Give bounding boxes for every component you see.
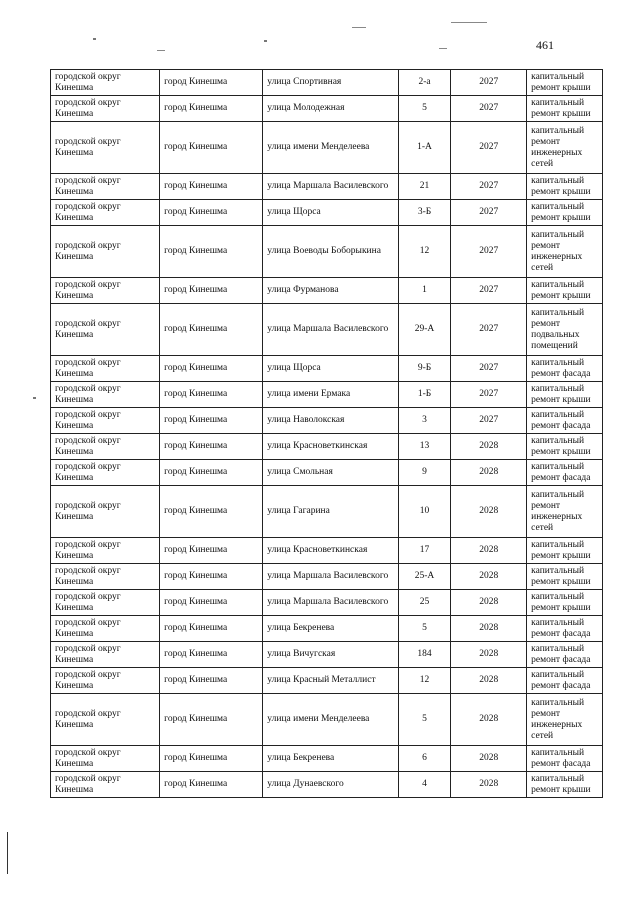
cell-year: 2027 [451, 174, 527, 200]
cell-year: 2028 [451, 772, 527, 798]
cell-settlement: город Кинешма [160, 668, 263, 694]
cell-work-type: капитальный ремонт фасада [527, 642, 603, 668]
cell-municipality: городской округ Кинешма [51, 200, 160, 226]
table-row [51, 486, 603, 538]
cell-house-number: 12 [398, 226, 451, 278]
cell-municipality: городской округ Кинешма [51, 460, 160, 486]
cell-street: улица Фурманова [263, 278, 398, 304]
cell-municipality: городской округ Кинешма [51, 226, 160, 278]
cell-year: 2028 [451, 538, 527, 564]
cell-municipality: городской округ Кинешма [51, 174, 160, 200]
cell-municipality: городской округ Кинешма [51, 278, 160, 304]
cell-street: улица Красноветкинская [263, 434, 398, 460]
cell-year: 2028 [451, 434, 527, 460]
cell-year: 2027 [451, 70, 527, 96]
cell-house-number: 1 [398, 278, 451, 304]
cell-house-number: 5 [398, 616, 451, 642]
cell-year: 2027 [451, 96, 527, 122]
cell-year: 2027 [451, 408, 527, 434]
cell-street: улица Красноветкинская [263, 538, 398, 564]
cell-house-number: 10 [398, 486, 451, 538]
cell-house-number: 25 [398, 590, 451, 616]
cell-settlement: город Кинешма [160, 226, 263, 278]
cell-street: улица Красный Металлист [263, 668, 398, 694]
table-row [51, 304, 603, 356]
cell-work-type: капитальный ремонт инженерных сетей [527, 226, 603, 278]
cell-year: 2028 [451, 616, 527, 642]
cell-work-type: капитальный ремонт крыши [527, 96, 603, 122]
cell-year: 2028 [451, 564, 527, 590]
cell-settlement: город Кинешма [160, 382, 263, 408]
cell-year: 2027 [451, 278, 527, 304]
table-row [51, 694, 603, 746]
cell-house-number: 1-А [398, 122, 451, 174]
cell-municipality: городской округ Кинешма [51, 356, 160, 382]
cell-street: улица Бекренева [263, 746, 398, 772]
cell-settlement: город Кинешма [160, 486, 263, 538]
cell-street: улица Вичугская [263, 642, 398, 668]
table-row [51, 642, 603, 668]
cell-municipality: городской округ Кинешма [51, 434, 160, 460]
cell-municipality: городской округ Кинешма [51, 408, 160, 434]
cell-year: 2028 [451, 642, 527, 668]
cell-year: 2027 [451, 122, 527, 174]
cell-year: 2028 [451, 486, 527, 538]
table-row [51, 122, 603, 174]
cell-work-type: капитальный ремонт фасада [527, 408, 603, 434]
cell-settlement: город Кинешма [160, 772, 263, 798]
cell-settlement: город Кинешма [160, 278, 263, 304]
cell-year: 2027 [451, 304, 527, 356]
cell-year: 2027 [451, 356, 527, 382]
cell-settlement: город Кинешма [160, 564, 263, 590]
repair-schedule-table [50, 69, 603, 798]
scan-artifact-line [451, 22, 487, 23]
cell-work-type: капитальный ремонт инженерных сетей [527, 694, 603, 746]
cell-municipality: городской округ Кинешма [51, 746, 160, 772]
table-row [51, 226, 603, 278]
cell-street: улица Маршала Василевского [263, 174, 398, 200]
cell-work-type: капитальный ремонт фасада [527, 460, 603, 486]
cell-street: улица имени Ермака [263, 382, 398, 408]
cell-street: улица Спортивная [263, 70, 398, 96]
cell-house-number: 184 [398, 642, 451, 668]
cell-house-number: 9-Б [398, 356, 451, 382]
table-body [51, 70, 603, 798]
cell-street: улица Щорса [263, 200, 398, 226]
table-row [51, 70, 603, 96]
cell-settlement: город Кинешма [160, 96, 263, 122]
cell-street: улица Воеводы Боборыкина [263, 226, 398, 278]
cell-street: улица Маршала Василевского [263, 304, 398, 356]
cell-work-type: капитальный ремонт крыши [527, 772, 603, 798]
cell-house-number: 21 [398, 174, 451, 200]
cell-street: улица Маршала Василевского [263, 590, 398, 616]
margin-mark [7, 832, 8, 874]
cell-work-type: капитальный ремонт крыши [527, 590, 603, 616]
cell-work-type: капитальный ремонт крыши [527, 174, 603, 200]
cell-work-type: капитальный ремонт фасада [527, 668, 603, 694]
cell-municipality: городской округ Кинешма [51, 564, 160, 590]
page-number: 461 [536, 38, 554, 52]
scan-artifact-dot [33, 397, 36, 399]
cell-house-number: 13 [398, 434, 451, 460]
cell-municipality: городской округ Кинешма [51, 382, 160, 408]
table-row [51, 538, 603, 564]
table-row [51, 434, 603, 460]
cell-street: улица имени Менделеева [263, 122, 398, 174]
cell-settlement: город Кинешма [160, 694, 263, 746]
cell-settlement: город Кинешма [160, 356, 263, 382]
cell-house-number: 25-А [398, 564, 451, 590]
cell-work-type: капитальный ремонт крыши [527, 278, 603, 304]
cell-municipality: городской округ Кинешма [51, 668, 160, 694]
table-row [51, 408, 603, 434]
cell-house-number: 1-Б [398, 382, 451, 408]
scan-artifact-dot [264, 40, 267, 42]
cell-year: 2028 [451, 746, 527, 772]
cell-year: 2027 [451, 226, 527, 278]
cell-house-number: 17 [398, 538, 451, 564]
cell-settlement: город Кинешма [160, 122, 263, 174]
cell-house-number: 5 [398, 694, 451, 746]
cell-street: улица Дунаевского [263, 772, 398, 798]
cell-year: 2028 [451, 694, 527, 746]
cell-street: улица Маршала Василевского [263, 564, 398, 590]
cell-work-type: капитальный ремонт фасада [527, 746, 603, 772]
cell-municipality: городской округ Кинешма [51, 70, 160, 96]
cell-settlement: город Кинешма [160, 642, 263, 668]
cell-work-type: капитальный ремонт крыши [527, 434, 603, 460]
cell-year: 2028 [451, 460, 527, 486]
cell-municipality: городской округ Кинешма [51, 122, 160, 174]
cell-house-number: 4 [398, 772, 451, 798]
cell-house-number: 2-а [398, 70, 451, 96]
cell-work-type: капитальный ремонт подвальных помещений [527, 304, 603, 356]
scan-artifact-line [439, 48, 447, 49]
cell-year: 2028 [451, 668, 527, 694]
cell-year: 2027 [451, 200, 527, 226]
cell-municipality: городской округ Кинешма [51, 304, 160, 356]
table-row [51, 772, 603, 798]
cell-house-number: 3 [398, 408, 451, 434]
cell-municipality: городской округ Кинешма [51, 538, 160, 564]
cell-settlement: город Кинешма [160, 70, 263, 96]
cell-municipality: городской округ Кинешма [51, 96, 160, 122]
table-row [51, 356, 603, 382]
cell-work-type: капитальный ремонт крыши [527, 200, 603, 226]
cell-settlement: город Кинешма [160, 616, 263, 642]
table-row [51, 382, 603, 408]
cell-street: улица Смольная [263, 460, 398, 486]
cell-settlement: город Кинешма [160, 460, 263, 486]
table-row [51, 460, 603, 486]
cell-settlement: город Кинешма [160, 304, 263, 356]
cell-municipality: городской округ Кинешма [51, 590, 160, 616]
cell-street: улица имени Менделеева [263, 694, 398, 746]
table-row [51, 668, 603, 694]
cell-settlement: город Кинешма [160, 408, 263, 434]
cell-year: 2027 [451, 382, 527, 408]
cell-house-number: 3-Б [398, 200, 451, 226]
cell-work-type: капитальный ремонт крыши [527, 382, 603, 408]
cell-street: улица Молодежная [263, 96, 398, 122]
table-row [51, 200, 603, 226]
cell-work-type: капитальный ремонт фасада [527, 356, 603, 382]
cell-work-type: капитальный ремонт фасада [527, 616, 603, 642]
table-row [51, 96, 603, 122]
cell-street: улица Щорса [263, 356, 398, 382]
cell-municipality: городской округ Кинешма [51, 616, 160, 642]
cell-municipality: городской округ Кинешма [51, 772, 160, 798]
cell-work-type: капитальный ремонт крыши [527, 70, 603, 96]
cell-house-number: 6 [398, 746, 451, 772]
table-row [51, 616, 603, 642]
scan-artifact-line [157, 50, 165, 51]
cell-municipality: городской округ Кинешма [51, 694, 160, 746]
cell-settlement: город Кинешма [160, 590, 263, 616]
cell-year: 2028 [451, 590, 527, 616]
cell-settlement: город Кинешма [160, 538, 263, 564]
cell-street: улица Бекренева [263, 616, 398, 642]
cell-street: улица Гагарина [263, 486, 398, 538]
scan-artifact-dot [93, 38, 96, 40]
cell-municipality: городской округ Кинешма [51, 486, 160, 538]
cell-settlement: город Кинешма [160, 746, 263, 772]
cell-house-number: 5 [398, 96, 451, 122]
cell-municipality: городской округ Кинешма [51, 642, 160, 668]
scan-artifact-line [352, 27, 366, 28]
cell-settlement: город Кинешма [160, 200, 263, 226]
cell-work-type: капитальный ремонт крыши [527, 564, 603, 590]
cell-street: улица Наволокская [263, 408, 398, 434]
cell-work-type: капитальный ремонт инженерных сетей [527, 486, 603, 538]
cell-house-number: 29-А [398, 304, 451, 356]
table-row [51, 174, 603, 200]
table-row [51, 590, 603, 616]
table-row [51, 278, 603, 304]
cell-house-number: 12 [398, 668, 451, 694]
cell-work-type: капитальный ремонт инженерных сетей [527, 122, 603, 174]
cell-house-number: 9 [398, 460, 451, 486]
cell-settlement: город Кинешма [160, 434, 263, 460]
cell-settlement: город Кинешма [160, 174, 263, 200]
table-row [51, 564, 603, 590]
cell-work-type: капитальный ремонт крыши [527, 538, 603, 564]
table-row [51, 746, 603, 772]
